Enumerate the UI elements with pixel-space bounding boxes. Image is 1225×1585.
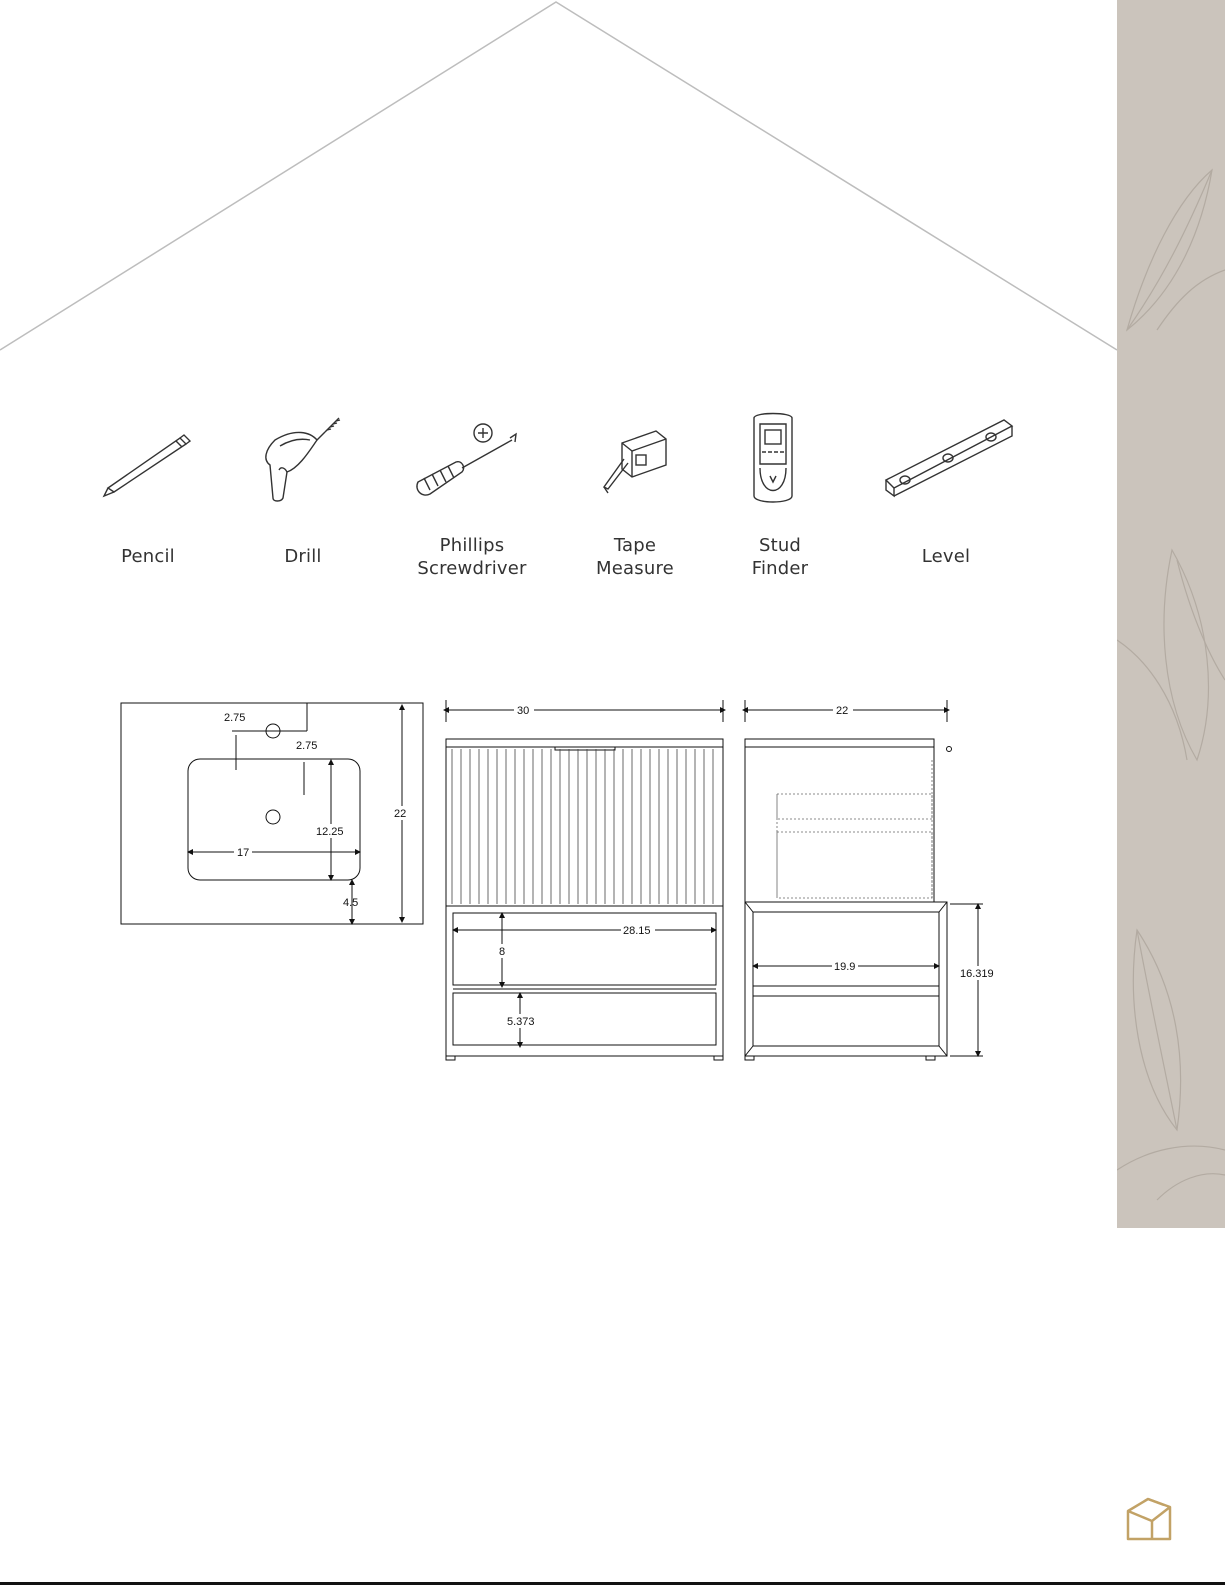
top-view-drawing bbox=[121, 703, 423, 924]
dim-bottom-height: 5.373 bbox=[507, 1016, 535, 1028]
top-view-labels bbox=[220, 710, 410, 909]
front-view-labels bbox=[496, 703, 655, 1028]
dim-basin-depth: 12.25 bbox=[316, 826, 344, 838]
dim-overall-width: 30 bbox=[517, 705, 530, 717]
tool-label-drill: Drill bbox=[284, 546, 322, 567]
dim-faucet-left: 2.75 bbox=[224, 712, 246, 724]
tool-label-screwdriver: Phillips Screwdriver bbox=[417, 535, 527, 579]
side-decorative-panel bbox=[1117, 0, 1225, 1228]
dim-shelf-height: 8 bbox=[499, 946, 506, 958]
side-view-hidden-lines bbox=[777, 760, 932, 898]
tool-label-level: Level bbox=[921, 546, 971, 567]
front-slats bbox=[452, 749, 713, 904]
dim-basin-width: 17 bbox=[237, 847, 250, 859]
tool-label-tape-measure: Tape Measure bbox=[596, 535, 674, 579]
brand-house-logo-icon bbox=[1124, 1495, 1180, 1543]
dim-faucet-right: 2.75 bbox=[296, 740, 318, 752]
tool-label-stud-finder: Stud Finder bbox=[751, 535, 809, 579]
dim-overall-depth: 22 bbox=[394, 808, 407, 820]
leaf-pattern-icon bbox=[1117, 0, 1225, 1228]
tool-label-pencil: Pencil bbox=[121, 546, 175, 567]
dim-front-gap: 4.5 bbox=[343, 897, 359, 909]
dim-base-height: 16.319 bbox=[960, 968, 994, 980]
dim-shelf-depth: 19.9 bbox=[834, 961, 856, 973]
dim-shelf-width: 28.15 bbox=[623, 925, 651, 937]
front-view-drawing bbox=[446, 700, 723, 1060]
dim-side-depth: 22 bbox=[836, 705, 849, 717]
side-view-labels bbox=[832, 703, 996, 980]
side-view-drawing bbox=[745, 700, 983, 1060]
